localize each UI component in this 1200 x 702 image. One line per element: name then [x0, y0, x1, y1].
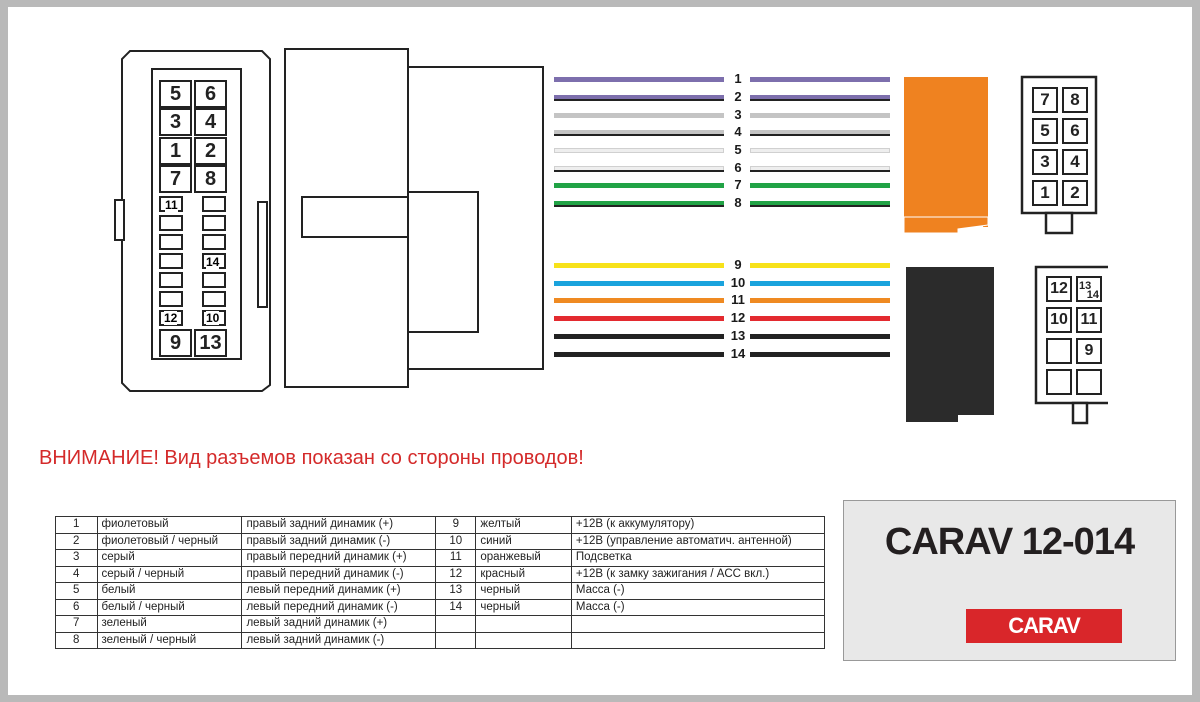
- wire-label-4: 4: [734, 124, 742, 139]
- legend-cell: левый передний динамик (-): [242, 599, 436, 616]
- legend-cell: [476, 632, 572, 649]
- pin-13: 13: [194, 329, 227, 357]
- legend-cell: [571, 616, 824, 633]
- wire-13: [750, 334, 890, 339]
- legend-cell: 1: [56, 517, 98, 534]
- wire-6: [750, 166, 890, 171]
- legend-cell: 2: [56, 533, 98, 550]
- wire-14: [750, 352, 890, 357]
- wire-10: [750, 281, 890, 286]
- legend-cell: 12: [436, 566, 476, 583]
- wire-9: [750, 263, 890, 268]
- legend-cell: черный: [476, 599, 572, 616]
- wire-label-2: 2: [734, 89, 742, 104]
- legend-cell: правый передний динамик (+): [242, 550, 436, 567]
- pin-4: 4: [194, 108, 227, 136]
- legend-row: [56, 550, 825, 567]
- pin-3: 3: [159, 108, 192, 136]
- wire-1: [750, 77, 890, 82]
- wire-label-11: 11: [731, 292, 745, 307]
- small-pin: [202, 196, 226, 212]
- wire-label-8: 8: [734, 195, 742, 210]
- legend-cell: 5: [56, 583, 98, 600]
- wire-8: [750, 201, 890, 206]
- small-pin: [159, 253, 183, 269]
- legend-cell: [476, 616, 572, 633]
- legend-row: [56, 616, 825, 633]
- wire-stripe: [554, 134, 724, 136]
- legend-row: [56, 517, 825, 534]
- radio-pin-2: 2: [1062, 180, 1088, 206]
- legend-row: [56, 632, 825, 649]
- wire-2: [750, 95, 890, 100]
- iso-connector-outline: [8, 7, 568, 407]
- wire-14: [554, 352, 724, 357]
- radio-pin-empty: [1046, 338, 1072, 364]
- legend-cell: Подсветка: [571, 550, 824, 567]
- legend-row: [56, 566, 825, 583]
- wire-legend-table: [55, 516, 825, 649]
- wire-7: [750, 183, 890, 188]
- legend-cell: зеленый: [97, 616, 242, 633]
- legend-cell: правый задний динамик (-): [242, 533, 436, 550]
- wire-8: [554, 201, 724, 206]
- legend-cell: левый передний динамик (+): [242, 583, 436, 600]
- wire-label-10: 10: [730, 275, 746, 290]
- legend-cell: 7: [56, 616, 98, 633]
- legend-cell: 11: [436, 550, 476, 567]
- wire-5: [554, 148, 724, 153]
- warning-text: ВНИМАНИЕ! Вид разъемов показан со стороны проводов!: [39, 447, 584, 469]
- legend-row: [56, 599, 825, 616]
- legend-cell: +12В (к аккумулятору): [571, 517, 824, 534]
- legend-cell: белый: [97, 583, 242, 600]
- wire-2: [554, 95, 724, 100]
- pin-12-label: 12: [164, 311, 178, 325]
- legend-cell: желтый: [476, 517, 572, 534]
- pin-11-label: 11: [165, 198, 178, 212]
- legend-cell: левый задний динамик (+): [242, 616, 436, 633]
- wire-stripe: [554, 205, 724, 207]
- radio-pin-3: 3: [1032, 149, 1058, 175]
- wire-stripe: [750, 170, 890, 172]
- legend-cell: +12В (управление автоматич. антенной): [571, 533, 824, 550]
- wire-stripe: [750, 205, 890, 207]
- radio-pin-12: 12: [1046, 276, 1072, 302]
- pin-9: 9: [159, 329, 192, 357]
- pin-8: 8: [194, 165, 227, 193]
- pin-2: 2: [194, 137, 227, 165]
- small-pin: [202, 215, 226, 231]
- legend-cell: [436, 632, 476, 649]
- wire-4: [554, 130, 724, 135]
- legend-cell: красный: [476, 566, 572, 583]
- wire-12: [750, 316, 890, 321]
- legend-cell: 6: [56, 599, 98, 616]
- wire-label-5: 5: [734, 142, 742, 157]
- legend-cell: 8: [56, 632, 98, 649]
- legend-cell: 4: [56, 566, 98, 583]
- wire-label-13: 13: [730, 328, 746, 343]
- wire-9: [554, 263, 724, 268]
- wire-5: [750, 148, 890, 153]
- small-pin: [159, 215, 183, 231]
- legend-cell: белый / черный: [97, 599, 242, 616]
- small-pin: [202, 272, 226, 288]
- pin-7: 7: [159, 165, 192, 193]
- legend-cell: 13: [436, 583, 476, 600]
- legend-cell: Масса (-): [571, 599, 824, 616]
- wire-stripe: [750, 134, 890, 136]
- wire-stripe: [554, 170, 724, 172]
- wire-6: [554, 166, 724, 171]
- legend-cell: синий: [476, 533, 572, 550]
- legend-cell: 10: [436, 533, 476, 550]
- legend-cell: серый / черный: [97, 566, 242, 583]
- wire-3: [554, 113, 724, 118]
- legend-row: [56, 533, 825, 550]
- small-pin: [159, 234, 183, 250]
- wire-label-7: 7: [734, 177, 742, 192]
- pin-14-label: 14: [206, 255, 220, 269]
- diagram-page: [8, 7, 1192, 695]
- legend-cell: левый задний динамик (-): [242, 632, 436, 649]
- wire-label-9: 9: [734, 257, 742, 272]
- legend-row: [56, 583, 825, 600]
- wire-label-3: 3: [734, 107, 742, 122]
- radio-pin-empty: [1046, 369, 1072, 395]
- legend-cell: правый передний динамик (-): [242, 566, 436, 583]
- wire-stripe: [750, 99, 890, 101]
- radio-pin-6: 6: [1062, 118, 1088, 144]
- legend-cell: правый задний динамик (+): [242, 517, 436, 534]
- small-pin: [202, 234, 226, 250]
- wire-10: [554, 281, 724, 286]
- legend-cell: фиолетовый / черный: [97, 533, 242, 550]
- radio-pin-7: 7: [1032, 87, 1058, 113]
- wire-11: [554, 298, 724, 303]
- wire-label-14: 14: [730, 346, 746, 361]
- radio-pin-11: 11: [1076, 307, 1102, 333]
- small-pin: [159, 291, 183, 307]
- pin-10-label: 10: [206, 311, 220, 325]
- pin-5: 5: [159, 80, 192, 108]
- legend-cell: [571, 632, 824, 649]
- radio-pin-13-14: 13 14: [1076, 276, 1102, 302]
- radio-pin-1: 1: [1032, 180, 1058, 206]
- wire-4: [750, 130, 890, 135]
- wire-13: [554, 334, 724, 339]
- legend-cell: 3: [56, 550, 98, 567]
- pin-1: 1: [159, 137, 192, 165]
- legend-cell: черный: [476, 583, 572, 600]
- legend-cell: 14: [436, 599, 476, 616]
- carav-logo: CARAV: [966, 609, 1122, 643]
- radio-pin-10: 10: [1046, 307, 1072, 333]
- legend-cell: фиолетовый: [97, 517, 242, 534]
- pin-6: 6: [194, 80, 227, 108]
- radio-pin-empty: [1076, 369, 1102, 395]
- legend-cell: +12В (к замку зажигания / ACC вкл.): [571, 566, 824, 583]
- legend-cell: 9: [436, 517, 476, 534]
- legend-cell: серый: [97, 550, 242, 567]
- small-pin: [202, 291, 226, 307]
- wire-12: [554, 316, 724, 321]
- model-title: CARAV 12-014: [884, 521, 1135, 563]
- wire-1: [554, 77, 724, 82]
- radio-pin-5: 5: [1032, 118, 1058, 144]
- legend-cell: зеленый / черный: [97, 632, 242, 649]
- wire-11: [750, 298, 890, 303]
- small-pin: [159, 272, 183, 288]
- wire-3: [750, 113, 890, 118]
- radio-pin-8: 8: [1062, 87, 1088, 113]
- legend-cell: [436, 616, 476, 633]
- wire-label-6: 6: [734, 160, 742, 175]
- wire-label-12: 12: [730, 310, 746, 325]
- wire-label-1: 1: [734, 71, 742, 86]
- legend-cell: оранжевый: [476, 550, 572, 567]
- wire-stripe: [554, 99, 724, 101]
- legend-cell: Масса (-): [571, 583, 824, 600]
- brand-box: [843, 500, 1176, 661]
- wire-7: [554, 183, 724, 188]
- radio-pin-9: 9: [1076, 338, 1102, 364]
- radio-pin-4: 4: [1062, 149, 1088, 175]
